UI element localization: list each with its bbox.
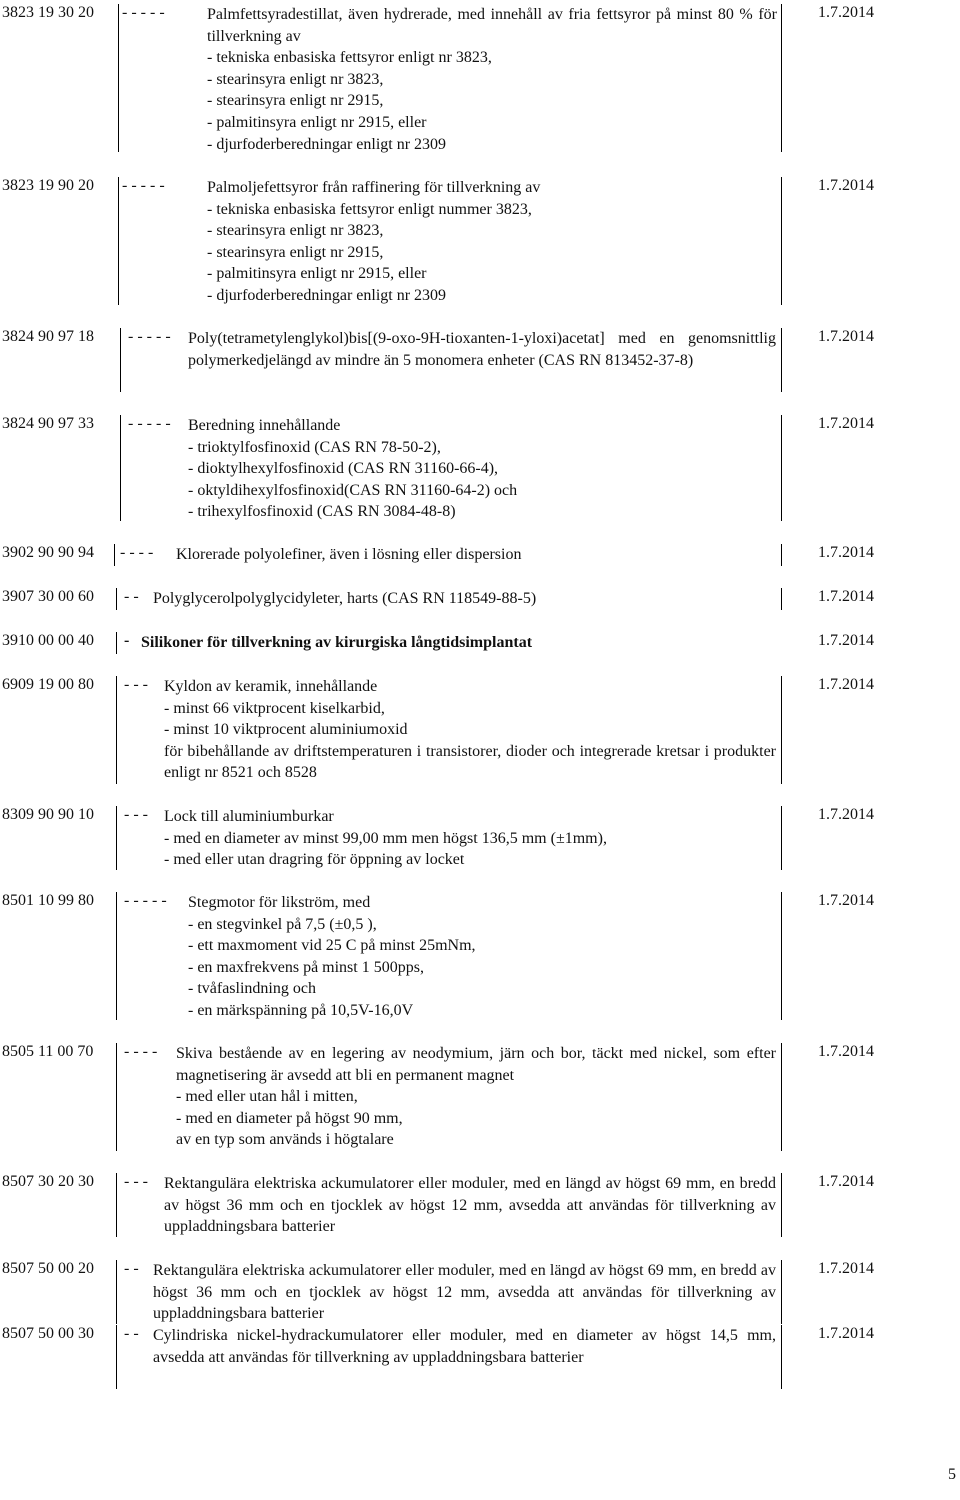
description-tail: för bibehållande av driftstemperaturen i transistorer, dioder och integrerade kretsar i produkter enligt nr 8521 och 8528 (164, 742, 776, 782)
left-rule (116, 1260, 117, 1324)
list-item: - minst 10 viktprocent aluminiumoxid (164, 721, 408, 739)
tariff-code: 6909 19 00 80 (2, 676, 94, 693)
list-item: - oktyldihexylfosfinoxid(CAS RN 31160-64-2) och (188, 481, 518, 499)
description (164, 806, 776, 871)
left-rule (120, 415, 121, 521)
tariff-code: 3823 19 90 20 (2, 177, 94, 194)
entry-date: 1.7.2014 (818, 806, 874, 823)
left-rule (116, 892, 117, 1020)
right-rule (781, 806, 782, 870)
list-item: - med en diameter av minst 99,00 mm men högst 136,5 mm (±1mm), (164, 829, 607, 847)
list-item: - tekniska enbasiska fettsyror enligt nummer 3823, (207, 200, 532, 218)
entry-date: 1.7.2014 (818, 588, 874, 605)
entry-date: 1.7.2014 (818, 415, 874, 432)
list-item: av en typ som används i högtalare (176, 1131, 394, 1149)
description (164, 676, 776, 784)
description-text: Kyldon av keramik, innehållande (164, 678, 378, 695)
entry-date: 1.7.2014 (818, 1043, 874, 1060)
description (207, 4, 777, 155)
tariff-code: 8507 50 00 20 (2, 1260, 94, 1277)
tariff-code: 8505 11 00 70 (2, 1043, 94, 1060)
indent-dashes: - - - (124, 676, 148, 693)
list-item: - stearinsyra enligt nr 2915, (207, 243, 384, 261)
right-rule (781, 544, 782, 566)
description (188, 328, 776, 371)
left-rule (116, 1325, 117, 1389)
indent-dashes: - - - - - (128, 415, 171, 432)
entry-date: 1.7.2014 (818, 4, 874, 21)
indent-dashes: - - - - - (122, 4, 165, 21)
left-rule (116, 806, 117, 870)
tariff-code: 8501 10 99 80 (2, 892, 94, 909)
tariff-code: 8309 90 90 10 (2, 806, 94, 823)
left-rule (118, 177, 119, 305)
tariff-code: 3902 90 90 94 (2, 544, 94, 561)
indent-dashes: - (124, 632, 130, 649)
description (153, 588, 773, 610)
list-item: - med en diameter på högst 90 mm, (176, 1109, 403, 1127)
indent-dashes: - - (124, 1325, 139, 1342)
left-rule (118, 4, 119, 152)
description (207, 177, 777, 307)
left-rule (116, 588, 117, 610)
left-rule (116, 632, 117, 654)
right-rule (781, 676, 782, 784)
list-item: - med eller utan dragring för öppning av locket (164, 851, 465, 869)
description (153, 1260, 776, 1325)
entry-date: 1.7.2014 (818, 177, 874, 194)
list-item: - djurfoderberedningar enligt nr 2309 (207, 135, 447, 153)
left-rule (116, 1173, 117, 1237)
description-text: Stegmotor för likström, med (188, 894, 371, 911)
list-item: - tvåfaslindning och (188, 980, 316, 998)
list-item: - stearinsyra enligt nr 3823, (207, 70, 384, 88)
tariff-code: 3910 00 00 40 (2, 632, 94, 649)
entry-date: 1.7.2014 (818, 1260, 874, 1277)
description-text: Silikoner för tillverkning av kirurgiska långtidsimplantat (141, 634, 533, 651)
right-rule (781, 1173, 782, 1237)
list-item: - ett maxmoment vid 25 C på minst 25mNm, (188, 937, 476, 955)
tariff-code: 3823 19 30 20 (2, 4, 94, 21)
indent-dashes: - - - - - (122, 177, 165, 194)
list-item: - djurfoderberedningar enligt nr 2309 (207, 286, 447, 304)
left-rule (116, 1043, 117, 1151)
description (164, 1173, 776, 1238)
description (176, 1043, 776, 1151)
indent-dashes: - - (124, 1260, 139, 1277)
description (141, 632, 771, 654)
description-text: Poly(tetrametylenglykol)bis[(9-oxo-9H-tioxanten-1-yloxi)acetat] med en genomsnittlig polymerkedjelängd av mindre än 5 monomera enheter (CAS RN 813452-37-8) (188, 330, 776, 369)
right-rule (781, 1325, 782, 1389)
list-item: - en märkspänning på 10,5V-16,0V (188, 1001, 414, 1019)
entry-date: 1.7.2014 (818, 676, 874, 693)
list-item: - en stegvinkel på 7,5 (±0,5 ), (188, 915, 377, 933)
indent-dashes: - - - (124, 806, 148, 823)
list-item: - trioktylfosfinoxid (CAS RN 78-50-2), (188, 438, 441, 456)
description-text: Palmoljefettsyror från raffinering för tillverkning av (207, 179, 541, 196)
right-rule (781, 4, 782, 152)
entry-date: 1.7.2014 (818, 544, 874, 561)
indent-dashes: - - - - - (124, 892, 167, 909)
description-text: Rektangulära elektriska ackumulatorer eller moduler, med en längd av högst 69 mm, en bredd av högst 36 mm och en tjocklek av högst 12 mm, avsedda att användas för tillverkning av uppladdningsbara batterier (164, 1175, 776, 1236)
description (176, 544, 776, 566)
list-item: - trihexylfosfinoxid (CAS RN 3084-48-8) (188, 503, 456, 521)
description-text: Klorerade polyolefiner, även i lösning eller dispersion (176, 546, 522, 563)
list-item: - palmitinsyra enligt nr 2915, eller (207, 265, 427, 283)
tariff-code: 8507 50 00 30 (2, 1325, 94, 1342)
indent-dashes: - - - - (124, 1043, 158, 1060)
description-text: Skiva bestående av en legering av neodymium, järn och bor, täckt med nickel, som efter magnetisering är avsedd att bli en permanent magnet (176, 1045, 776, 1084)
right-rule (781, 1260, 782, 1324)
description (153, 1325, 776, 1368)
right-rule (781, 415, 782, 521)
tariff-code: 8507 30 20 30 (2, 1173, 94, 1190)
entry-date: 1.7.2014 (818, 1173, 874, 1190)
description-text: Cylindriska nickel-hydrackumulatorer eller moduler, med en diameter av högst 14,5 mm, avsedda att användas för tillverkning av uppladdningsbara batterier (153, 1327, 776, 1366)
entry-date: 1.7.2014 (818, 632, 874, 649)
left-rule (116, 676, 117, 784)
description-text: Rektangulära elektriska ackumulatorer eller moduler, med en längd av högst 69 mm, en bredd av högst 36 mm och en tjocklek av högst 12 mm, avsedda att användas för tillverkning av uppladdningsbara batterier (153, 1262, 776, 1323)
right-rule (781, 177, 782, 305)
entry-date: 1.7.2014 (818, 328, 874, 345)
right-rule (781, 1043, 782, 1151)
tariff-code: 3907 30 00 60 (2, 588, 94, 605)
entry-date: 1.7.2014 (818, 1325, 874, 1342)
list-item: - stearinsyra enligt nr 2915, (207, 92, 384, 110)
list-item: - palmitinsyra enligt nr 2915, eller (207, 113, 427, 131)
indent-dashes: - - - (124, 1173, 148, 1190)
list-item: - tekniska enbasiska fettsyror enligt nr 3823, (207, 49, 492, 67)
indent-dashes: - - - - - (128, 328, 171, 345)
list-item: - en maxfrekvens på minst 1 500pps, (188, 958, 424, 976)
left-rule (120, 328, 121, 392)
description-text: Beredning innehållande (188, 417, 341, 434)
list-item: - dioktylhexylfosfinoxid (CAS RN 31160-66-4), (188, 460, 499, 478)
list-item: - med eller utan hål i mitten, (176, 1088, 358, 1106)
description-text: Polyglycerolpolyglycidyleter, harts (CAS RN 118549-88-5) (153, 590, 537, 607)
tariff-code: 3824 90 97 33 (2, 415, 94, 432)
left-rule (114, 544, 115, 566)
list-item: - stearinsyra enligt nr 3823, (207, 222, 384, 240)
list-item: - minst 66 viktprocent kiselkarbid, (164, 699, 385, 717)
description (188, 892, 776, 1022)
entry-date: 1.7.2014 (818, 892, 874, 909)
page-number: 5 (948, 1466, 956, 1483)
tariff-code: 3824 90 97 18 (2, 328, 94, 345)
description (188, 415, 776, 523)
description-text: Palmfettsyradestillat, även hydrerade, med innehåll av fria fettsyror på minst 80 % för tillverkning av (207, 6, 777, 45)
indent-dashes: - - (124, 588, 139, 605)
indent-dashes: - - - - (120, 544, 154, 561)
right-rule (781, 328, 782, 392)
right-rule (781, 588, 782, 610)
description-text: Lock till aluminiumburkar (164, 808, 334, 825)
right-rule (781, 892, 782, 1020)
